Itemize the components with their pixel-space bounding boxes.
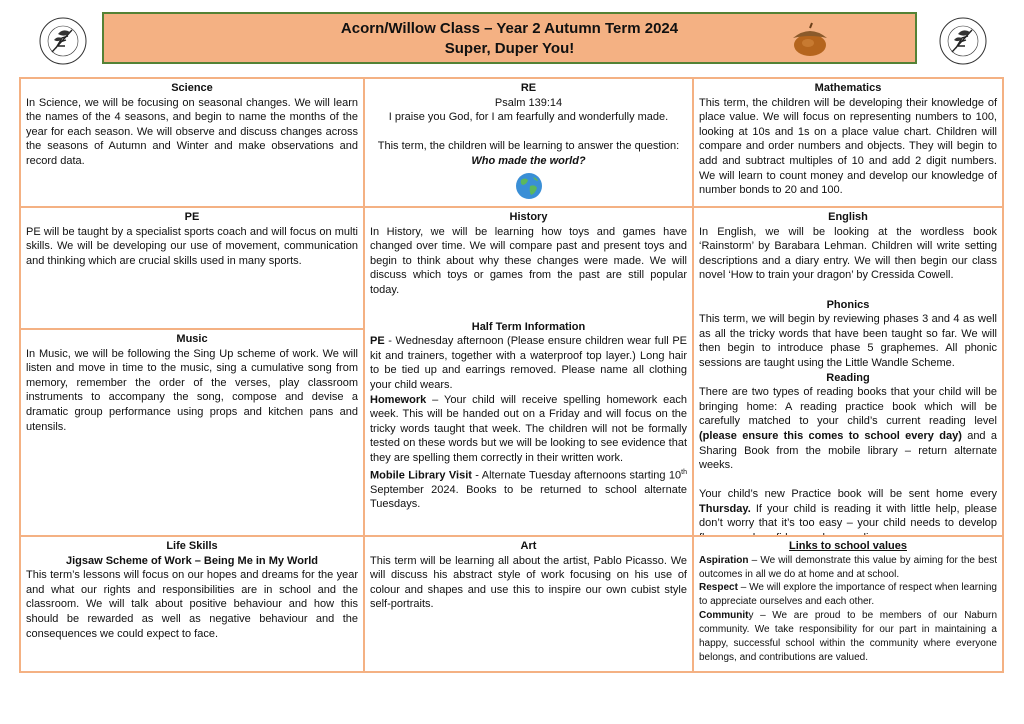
respect-text: – We will explore the importance of respect when learning to appreciate ourselves and each other. <box>699 582 997 608</box>
maths-section <box>692 77 1004 208</box>
school-logo-right <box>938 16 988 66</box>
pe-section <box>19 206 365 330</box>
history-section <box>363 206 694 537</box>
music-body: In Music, we will be following the Sing Up scheme of work. We will listen and move in time to the music, sing a cumulative song from memory, remember the order of the verses, play classroom instruments to accompany the song, compose and devise a dramatic group performance using props and kitchen pans and utensils. <box>26 347 358 433</box>
community-text: – We are proud to be members of our Naburn community. We take responsibility for our part in maintaining a happy, successful school within the community where everyone belongs, and contributions are valued. <box>699 610 997 663</box>
halfterm-title: Half Term Information <box>471 320 586 333</box>
aspiration-label: Aspiration <box>699 554 749 566</box>
science-title: Science <box>171 82 213 94</box>
halfterm-pe-text: - Wednesday afternoon (Please ensure children wear full PE kit and trainers, together with a waterproof top layer.) Long hair to be tied up and earrings removed. Please name all clothing your child wears. <box>370 335 687 391</box>
values-section <box>692 535 1004 673</box>
community-tail: y <box>748 610 754 622</box>
globe-icon <box>515 172 543 200</box>
music-title: Music <box>176 333 208 345</box>
practice-text-a: Your child’s new Practice book will be sent home every <box>699 488 997 501</box>
values-title: Links to school values <box>789 540 907 552</box>
value-community <box>699 609 997 665</box>
aspiration-text: – We will demonstrate this value by aiming for the best outcomes in all we do at home and at school. <box>699 554 997 580</box>
acorn-icon <box>788 22 832 58</box>
re-verse: I praise you God, for I am fearfully and wonderfully made. <box>388 111 669 124</box>
re-question: Who made the world? <box>471 154 586 167</box>
practice-text-b: If your child is reading it with little help, please don’t worry that it’s too easy – your child needs to develop <box>699 502 997 530</box>
respect-label: Respect <box>699 582 738 594</box>
value-aspiration <box>699 554 997 582</box>
art-section <box>363 535 694 673</box>
halfterm-lib-sup: th <box>681 468 687 476</box>
practice-text-bold: Thursday. <box>699 502 751 515</box>
halfterm-pe-label: PE <box>370 335 385 348</box>
maths-body: This term, the children will be developing their knowledge of place value. We will focus on representing numbers to 100, looking at 10s and 1s on a place value chart. Children will compare and order numbers and objects. They will begin to add and subtract multiples of 10 and add 2 digit numbers. We will learn to count money and develop our knowledge of number bonds to 20 and 100. <box>699 96 997 197</box>
lifeskills-title: Life Skills <box>166 540 218 552</box>
halfterm-lib-text-a: - Alternate Tuesday afternoons starting 10 <box>471 469 682 482</box>
reading-text-b: and a Sharing Book from the mobile library – return alternate weeks. <box>699 429 997 472</box>
reading-title: Reading <box>826 371 870 384</box>
music-section <box>19 328 365 537</box>
maths-title: Mathematics <box>814 82 882 94</box>
re-intro: This term, the children will be learning to answer the question: <box>377 140 680 153</box>
re-section <box>363 77 694 208</box>
english-title: English <box>828 211 868 223</box>
science-body: In Science, we will be focusing on seasonal changes. We will learn the names of the 4 seasons, and begin to name the months of the year for each season. We will observe and discuss changes across the seasons of Autumn and Winter and make observations and record data. <box>26 96 358 167</box>
value-respect <box>699 581 997 609</box>
halfterm-library <box>370 466 687 512</box>
halfterm-lib-label: Mobile Library Visit <box>370 469 472 482</box>
pe-title: PE <box>184 211 200 223</box>
reading-text-a: There are two types of reading books that your child will be bringing home: A reading practice book which will be carefully matched to your child’s current reading level <box>699 386 997 428</box>
halfterm-homework <box>370 393 687 466</box>
halfterm-hw-label: Homework <box>370 393 427 406</box>
science-section <box>19 77 365 208</box>
community-label: Communit <box>699 610 749 622</box>
lifeskills-section <box>19 535 365 673</box>
lifeskills-body: This term’s lessons will focus on our hopes and dreams for the year and what our rights and responsibilities are in school and the classroom. We will talk about positive behaviour and how this should be rewarded as well as negative behaviour and the consequences we could expect to face. <box>26 569 358 640</box>
reading-body <box>699 385 997 473</box>
page-subtitle: Super, Duper You! <box>444 40 575 57</box>
history-body: In History, we will be learning how toys and games have changed over time. We will compare past and present toys and begin to think about why these changes were made. We will discuss which toys or games from the past are still popular today. <box>370 225 687 296</box>
art-body: This term will be learning all about the artist, Pablo Picasso. We will discuss his abstract style of work focusing on his use of colour and shapes and use this to inspire our own cubist style self-portraits. <box>370 554 687 611</box>
art-title: Art <box>520 540 537 552</box>
page-title: Acorn/Willow Class – Year 2 Autumn Term 2024 <box>340 20 679 37</box>
school-logo-left <box>38 16 88 66</box>
english-body: In English, we will be looking at the wordless book ‘Rainstorm’ by Barabara Lehman. Children will write setting descriptions and a diary entry. We will then begin our class novel ‘How to train your dragon’ by Cressida Cowell. <box>699 225 997 282</box>
pe-body: PE will be taught by a specialist sports coach and will focus on multi skills. We will be developing our use of movement, communication and thinking which are crucial skills used in many sports. <box>26 225 358 267</box>
phonics-title: Phonics <box>826 298 870 311</box>
lifeskills-subtitle: Jigsaw Scheme of Work – Being Me in My World <box>65 554 319 567</box>
phonics-body: This term, we will begin by reviewing phases 3 and 4 as well as all the tricky words that have been taught so far. We will then begin to introduce phase 5 graphemes. All phonic sessions are taught using the Little Wandle Scheme. <box>699 313 997 369</box>
halfterm-hw-text: – Your child will receive spelling homework each week. This will be handed out on a Friday and will focus on the tricky words taught that week. The children will not be formally tested on these words but we will be looking to see evidence that they are spelling them correctly in their written work. <box>370 393 687 464</box>
reading-text-bold: (please ensure this comes to school every day) <box>699 429 962 442</box>
re-title: RE <box>520 82 537 94</box>
english-section <box>692 206 1004 537</box>
halfterm-lib-text-b: September 2024. Books to be returned to school alternate Tuesdays. <box>370 483 687 511</box>
history-title: History <box>509 211 548 223</box>
halfterm-pe <box>370 334 687 392</box>
re-psalm: Psalm 139:14 <box>494 96 563 109</box>
